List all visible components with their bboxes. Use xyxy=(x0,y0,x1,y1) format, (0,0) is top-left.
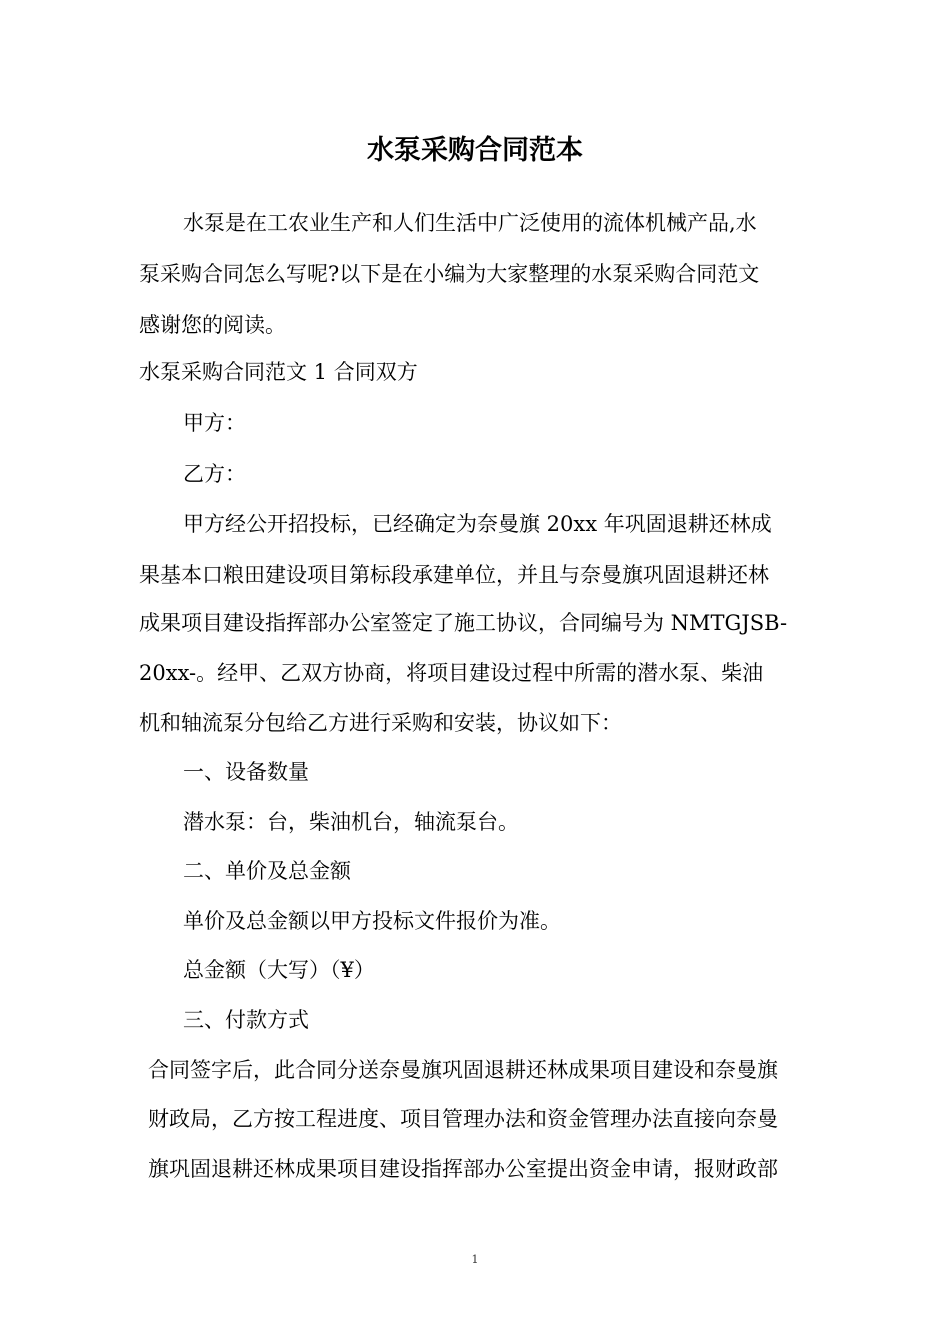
paragraph-line: 财政局，乙方按工程进度、项目管理办法和资金管理办法直接向奈曼 xyxy=(148,1107,778,1131)
paragraph-line: 20xx-。经甲、乙双方协商，将项目建设过程中所需的潜水泵、柴油 xyxy=(139,661,764,685)
paragraph-line: 成果项目建设指挥部办公室签定了施工协议，合同编号为 NMTGJSB- xyxy=(139,611,788,635)
section-heading: 水泵采购合同范文 1 合同双方 xyxy=(139,360,418,384)
clause-heading: 一、设备数量 xyxy=(183,760,309,784)
clause-heading: 三、付款方式 xyxy=(183,1008,309,1032)
paragraph-line: 潜水泵：台，柴油机台，轴流泵台。 xyxy=(183,810,519,834)
paragraph-line: 旗巩固退耕还林成果项目建设指挥部办公室提出资金申请，报财政部 xyxy=(148,1157,778,1181)
document-title: 水泵采购合同范本 xyxy=(367,135,583,166)
paragraph-line: 机和轴流泵分包给乙方进行采购和安装，协议如下： xyxy=(139,711,622,735)
party-b-label: 乙方： xyxy=(183,462,246,486)
paragraph-line: 单价及总金额以甲方投标文件报价为准。 xyxy=(183,909,561,933)
paragraph-line: 泵采购合同怎么写呢?以下是在小编为大家整理的水泵采购合同范文 xyxy=(139,262,760,286)
clause-heading: 二、单价及总金额 xyxy=(183,859,351,883)
paragraph-line: 甲方经公开招投标，已经确定为奈曼旗 20xx 年巩固退耕还林成 xyxy=(183,512,772,536)
paragraph-line: 总金额（大写）（¥） xyxy=(183,958,375,982)
party-a-label: 甲方： xyxy=(183,411,246,435)
paragraph-line: 果基本口粮田建设项目第标段承建单位，并且与奈曼旗巩固退耕还林 xyxy=(139,563,769,587)
paragraph-line: 水泵是在工农业生产和人们生活中广泛使用的流体机械产品,水 xyxy=(183,211,757,235)
paragraph-line: 合同签字后，此合同分送奈曼旗巩固退耕还林成果项目建设和奈曼旗 xyxy=(148,1058,778,1082)
page-number: 1 xyxy=(471,1253,479,1266)
paragraph-line: 感谢您的阅读。 xyxy=(139,313,286,337)
